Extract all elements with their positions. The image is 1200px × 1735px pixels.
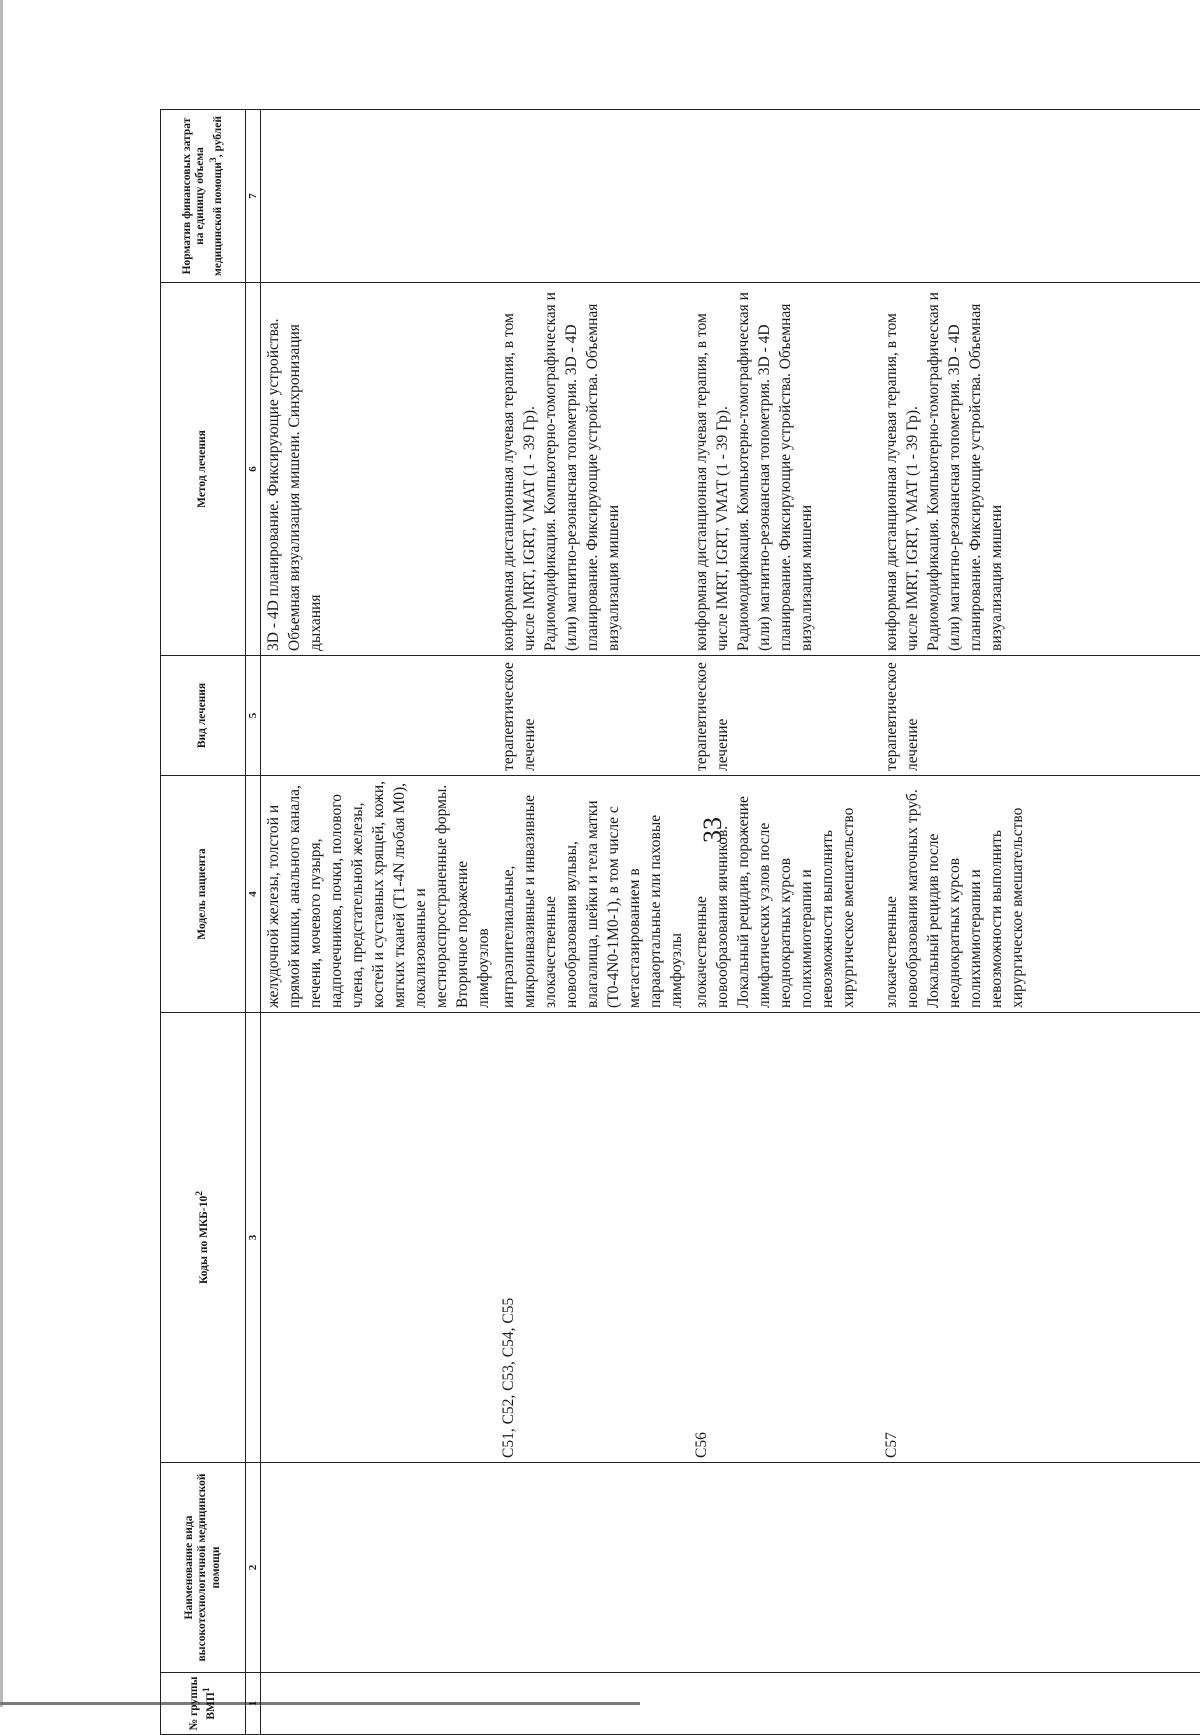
- cell-method: 3D - 4D планирование. Фиксирующие устройства. Объемная визуализация мишени. Синхронизация дыхания: [261, 283, 497, 656]
- header-method: Метод лечения: [161, 283, 246, 656]
- cell-codes: [261, 1013, 497, 1463]
- table-row: [496, 110, 689, 1735]
- column-number: 5: [246, 656, 261, 776]
- cell-treatment-type: терапевтическое лечение: [689, 656, 879, 776]
- cell-name: [879, 1463, 1200, 1673]
- column-number: 1: [246, 1673, 261, 1735]
- cell-norm: [261, 110, 497, 283]
- cell-codes: C51, C52, C53, C54, C55: [496, 1013, 689, 1463]
- header-name: Наименование вида высокотехнологичной медицинской помощи: [161, 1463, 246, 1673]
- cell-model: желудочной железы, толстой и прямой кишки, анального канала, печени, мочевого пузыря, надпочечников, почки, полового члена, предстательной железы, костей и суставных хрящей, кожи, мягких тканей (T1-4N любая M0), локализованные и местнораспространенные формы. Вторичное поражение лимфоузлов: [261, 776, 497, 1013]
- cell-name: [261, 1463, 497, 1673]
- cell-model: интраэпителиальные, микроинвазивные и инвазивные злокачественные новообразования вульвы, влагалища, шейки и тела матки (T0-4N0-1M0-1), в том числе с метастазированием в парааортальные или паховые лимфоузлы: [496, 776, 689, 1013]
- cell-model: злокачественные новообразования маточных труб. Локальный рецидив после неоднократных курсов полихимиотерапии и невозможности выполнить хирургическое вмешательство: [879, 776, 1200, 1013]
- cell-group: [261, 1673, 497, 1735]
- cell-group: [496, 1673, 689, 1735]
- table-row: [689, 110, 879, 1735]
- header-treatment-type: Вид лечения: [161, 656, 246, 776]
- column-number-row: [246, 110, 261, 1735]
- table-row: [879, 110, 1200, 1735]
- vmp-table: [160, 109, 1200, 1735]
- column-number: 3: [246, 1013, 261, 1463]
- cell-treatment-type: терапевтическое лечение: [496, 656, 689, 776]
- table-row: [261, 110, 497, 1735]
- cell-method: конформная дистанционная лучевая терапия, в том числе IMRT, IGRT, VMAT (1 - 39 Гр). Радиомодификация. Компьютерно-томографическая и (или) магнитно-резонансная топометрия. 3D - 4D планирование. Фиксирующие устройства. Объемная визуализация мишени: [689, 283, 879, 656]
- cell-codes: C56: [689, 1013, 879, 1463]
- header-norm: Норматив финансовых затрат на единицу объема медицинской помощи$^3$, рублей: [161, 110, 246, 283]
- vmp-table-sheet: [160, 110, 1200, 1735]
- cell-group: [879, 1673, 1200, 1735]
- cell-norm: [689, 110, 879, 283]
- header-model: Модель пациента: [161, 776, 246, 1013]
- cell-method: конформная дистанционная лучевая терапия, в том числе IMRT, IGRT, VMAT (1 - 39 Гр). Радиомодификация. Компьютерно-томографическая и (или) магнитно-резонансная топометрия. 3D - 4D планирование. Фиксирующие устройства. Объемная визуализация мишени: [879, 283, 1200, 656]
- cell-model: злокачественные новообразования яичников. Локальный рецидив, поражение лимфатических узлов после неоднократных курсов полихимиотерапии и невозможности выполнить хирургическое вмешательство: [689, 776, 879, 1013]
- cell-treatment-type: [261, 656, 497, 776]
- cell-name: [689, 1463, 879, 1673]
- scan-edge: [0, 0, 3, 1707]
- column-number: 4: [246, 776, 261, 1013]
- cell-norm: [496, 110, 689, 283]
- column-number: 7: [246, 110, 261, 283]
- column-number: 6: [246, 283, 261, 656]
- cell-treatment-type: терапевтическое лечение: [879, 656, 1200, 776]
- header-group: № группы ВМП$^1$: [161, 1673, 246, 1735]
- cell-codes: C57: [879, 1013, 1200, 1463]
- header-row: [161, 110, 246, 1735]
- cell-method: конформная дистанционная лучевая терапия, в том числе IMRT, IGRT, VMAT (1 - 39 Гр). Радиомодификация. Компьютерно-томографическая и (или) магнитно-резонансная топометрия. 3D - 4D планирование. Фиксирующие устройства. Объемная визуализация мишени: [496, 283, 689, 656]
- page-number: 33: [698, 817, 727, 843]
- cell-group: [689, 1673, 879, 1735]
- cell-norm: [879, 110, 1200, 283]
- column-number: 2: [246, 1463, 261, 1673]
- cell-name: [496, 1463, 689, 1673]
- header-codes: Коды по МКБ-$10^2$: [161, 1013, 246, 1463]
